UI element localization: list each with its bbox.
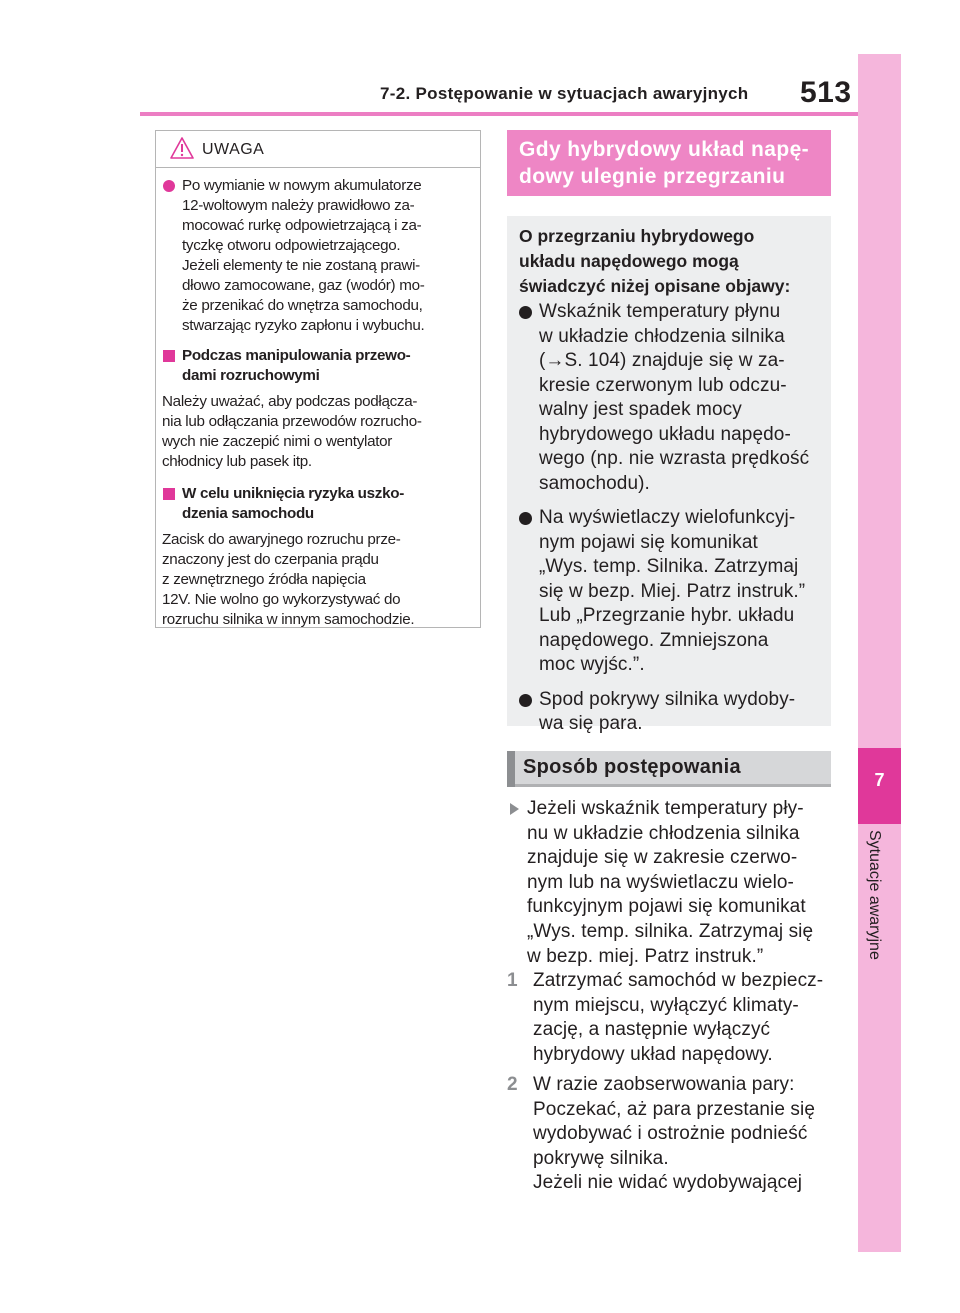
warning-paragraph bbox=[162, 392, 474, 472]
condition-line: nym lub na wyświetlaczu wielo- bbox=[527, 871, 794, 893]
warning-line: stwarzając ryzyko zapłonu i wybuchu. bbox=[182, 317, 425, 334]
square-bullet-icon bbox=[163, 488, 175, 500]
bullet-dot-icon bbox=[519, 512, 532, 525]
header-rule bbox=[140, 112, 860, 116]
symptoms-box bbox=[507, 216, 831, 734]
section-title-line: dowy ulegnie przegrzaniu bbox=[519, 165, 786, 188]
symptom-line: wego (np. nie wzrasta prędkość bbox=[539, 448, 810, 469]
chapter-side-tab bbox=[858, 54, 901, 1252]
step-line: Zatrzymać samochód w bezpiecz- bbox=[533, 970, 824, 991]
warning-subheading-line: Podczas manipulowania przewo- bbox=[182, 347, 411, 364]
symptom-line: nym pojawi się komunikat bbox=[539, 531, 758, 553]
warning-line: rozruchu silnika w innym samochodzie. bbox=[162, 611, 415, 628]
step-line: Poczekać, aż para przestanie się bbox=[533, 1098, 816, 1120]
symptom-item bbox=[519, 300, 829, 496]
symptoms-heading-line: układu napędowego mogą bbox=[519, 251, 739, 271]
warning-subheading-line: dzenia samochodu bbox=[182, 505, 314, 522]
procedure-condition bbox=[507, 797, 837, 969]
bullet-dot-icon bbox=[519, 306, 532, 319]
warning-line: Należy uważać, aby podczas podłącza- bbox=[162, 393, 418, 410]
symptoms-list bbox=[519, 300, 829, 747]
procedure-title: Sposób postępowania bbox=[523, 756, 741, 778]
condition-line: w bezp. miej. Patrz instruk.” bbox=[527, 945, 764, 967]
warning-line: z zewnętrznego źródła napięcia bbox=[162, 571, 366, 588]
symptom-line: „Wys. temp. Silnika. Zatrzymaj bbox=[539, 556, 799, 577]
square-bullet-icon bbox=[163, 350, 175, 362]
warning-line: że przenikać do wnętrza samochodu, bbox=[182, 297, 423, 314]
section-header: 7-2. Postępowanie w sytuacjach awaryjnych bbox=[380, 84, 749, 103]
step-line: wydobywać i ostrożnie podnieść bbox=[533, 1123, 808, 1145]
warning-subheading-line: W celu uniknięcia ryzyka uszko- bbox=[182, 485, 404, 502]
step-line: W razie zaobserwowania pary: bbox=[533, 1074, 795, 1095]
warning-line: Zacisk do awaryjnego rozruchu prze- bbox=[162, 531, 401, 548]
warning-line: 12V. Nie wolno go wykorzystywać do bbox=[162, 591, 401, 608]
symptom-line: kresie czerwonym lub odczu- bbox=[539, 374, 787, 396]
warning-line: 12-woltowym należy prawidłowo za- bbox=[182, 197, 415, 214]
warning-line: dłowo zamocowane, gaz (wodór) mo- bbox=[182, 277, 425, 294]
procedure-step bbox=[507, 1073, 837, 1196]
warning-header bbox=[156, 131, 480, 168]
symptom-line: się w bezp. Miej. Patrz instruk.” bbox=[539, 580, 806, 602]
section-title-line: Gdy hybrydowy układ napę- bbox=[519, 138, 810, 161]
step-line: nym miejscu, wyłączyć klimaty- bbox=[533, 994, 799, 1016]
symptom-line: Lub „Przegrzanie hybr. układu bbox=[539, 605, 795, 626]
condition-line: nu w układzie chłodzenia silnika bbox=[527, 822, 800, 844]
triangle-bullet-icon bbox=[510, 803, 519, 815]
warning-line: tyczkę otworu odpowietrzającego. bbox=[182, 237, 401, 254]
symptom-line: hybrydowego układu napędo- bbox=[539, 423, 791, 445]
bullet-dot-icon bbox=[519, 694, 532, 707]
warning-body bbox=[162, 176, 474, 630]
warning-line: znaczony jest do czerpania prądu bbox=[162, 551, 379, 568]
condition-line: znajduje się w zakresie czerwo- bbox=[527, 847, 798, 869]
condition-line: Jeżeli wskaźnik temperatury pły- bbox=[527, 798, 804, 819]
chapter-number: 7 bbox=[874, 770, 885, 790]
condition-line: „Wys. temp. silnika. Zatrzymaj się bbox=[527, 920, 814, 942]
warning-paragraph bbox=[162, 530, 474, 630]
section-title bbox=[519, 136, 831, 190]
symptoms-heading-line: O przegrzaniu hybrydowego bbox=[519, 226, 755, 246]
warning-line: Jeżeli elementy te nie zostaną prawi- bbox=[182, 257, 420, 274]
symptom-item bbox=[519, 506, 829, 678]
chapter-title: Sytuacje awaryjne bbox=[866, 830, 883, 960]
symptom-item bbox=[519, 688, 829, 737]
symptom-line: Na wyświetlaczy wielofunkcyj- bbox=[539, 507, 796, 528]
symptom-line: samochodu). bbox=[539, 472, 650, 494]
procedure-step bbox=[507, 969, 837, 1067]
symptom-line: napędowego. Zmniejszona bbox=[539, 629, 769, 651]
procedure-title-accent bbox=[507, 751, 515, 787]
symptom-line: wa się para. bbox=[539, 713, 643, 734]
procedure-title-bar bbox=[507, 751, 831, 787]
page-number: 513 bbox=[800, 76, 852, 109]
symptom-line: w układzie chłodzenia silnika bbox=[539, 325, 785, 347]
step-line: zację, a następnie wyłączyć bbox=[533, 1019, 771, 1041]
step-line: Jeżeli nie widać wydobywającej bbox=[533, 1172, 803, 1194]
warning-subheading bbox=[162, 346, 474, 386]
symptom-line: (→S. 104) znajduje się w za- bbox=[539, 350, 785, 371]
step-line: pokrywę silnika. bbox=[533, 1147, 669, 1169]
symptom-line: Spod pokrywy silnika wydoby- bbox=[539, 688, 796, 710]
warning-subheading-line: dami rozruchowymi bbox=[182, 367, 320, 384]
condition-line: funkcyjnym pojawi się komunikat bbox=[527, 896, 806, 918]
symptoms-heading-line: świadczyć niżej opisane objawy: bbox=[519, 276, 791, 296]
symptom-line: walny jest spadek mocy bbox=[539, 399, 742, 420]
warning-line: wych nie zaczepić nimi o wentylator bbox=[162, 433, 393, 450]
symptom-line: Wskaźnik temperatury płynu bbox=[539, 301, 781, 322]
warning-line: Po wymianie w nowym akumulatorze bbox=[182, 177, 422, 194]
bullet-dot-icon bbox=[163, 180, 175, 192]
step-number: 2 bbox=[507, 1074, 518, 1095]
symptom-line: moc wyjśc.”. bbox=[539, 654, 645, 675]
section-title-bar bbox=[507, 130, 831, 196]
warning-bullet bbox=[162, 176, 474, 336]
warning-triangle-icon bbox=[170, 137, 194, 159]
step-number: 1 bbox=[507, 970, 518, 991]
warning-line: chłodnicy lub pasek itp. bbox=[162, 453, 312, 470]
step-line: hybrydowy układ napędowy. bbox=[533, 1043, 773, 1065]
warning-line: mocować rurkę odpowietrzającą i za- bbox=[182, 217, 422, 234]
warning-box bbox=[155, 130, 481, 628]
warning-line: nia lub odłączania przewodów rozrucho- bbox=[162, 413, 422, 430]
warning-subheading bbox=[162, 484, 474, 524]
symptoms-heading bbox=[519, 224, 829, 299]
warning-title: UWAGA bbox=[202, 141, 265, 158]
